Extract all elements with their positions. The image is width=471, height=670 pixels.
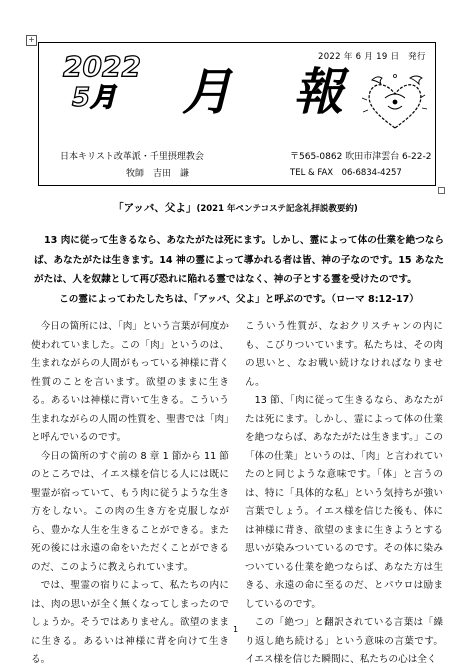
body-paragraph: 今日の箇所のすぐ前の 8 章 1 節から 11 節のところでは、イエス様を信じる人には既に聖霊が宿っていて、もう肉に従うような生き方をしない。この肉の生き方を克服しながら、豊かな人生を生きることができる。また死の後には永遠の命をいただくことができるのだ、このように教えられています。	[31, 450, 229, 573]
table-move-handle[interactable]: +	[26, 35, 37, 46]
month-display: 5月	[72, 83, 117, 113]
year-display: 2022	[63, 50, 141, 83]
body-paragraph: 13 節、「肉に従って生きるなら、あなたがたは死にます。しかし、霊によって体の仕業を絶つならば、あなたがたは生きます。」この「体の仕業」というのは、「肉」と言われていたのと同じような意味です。「体」と言うのは、特に「具体的な私」という気持ちが強い言葉でしょう。イエス様を信じた後も、体には神様に背き、欲望のままに生きようとする思いが染みついているのです。その体に染みついている仕業を絶つならば、あなた方は生きる、永遠の命に至るのだ、とパウロは励ましているのです。	[245, 395, 443, 610]
sermon-title-line	[0, 200, 471, 215]
church-name: 日本キリスト改革派・千里摂理教会	[60, 152, 204, 162]
scripture-passage	[34, 231, 444, 309]
scripture-verses: 13 肉に従って生きるなら、あなたがたは死にます。しかし、霊によって体の仕業を絶つならば、あなたがたは生きます。14 神の霊によって導かれる者は皆、神の子なのです。15 あなたがたは、人を奴隷として再び恐れに陥れる霊ではなく、神の子とする霊を受けたのです。	[34, 235, 444, 285]
table-resize-handle[interactable]	[438, 187, 445, 194]
page-number: 1	[232, 625, 239, 634]
church-address: 〒565-0862 吹田市津雲台 6-22-2	[290, 152, 432, 162]
contact-info: TEL & FAX 06-6834-4257	[290, 168, 402, 178]
sermon-title: 「アッバ、父よ」	[113, 202, 197, 214]
dove-heart-emblem-icon	[358, 68, 432, 134]
body-column-right	[245, 318, 443, 670]
body-paragraph: 今日の箇所には、「肉」という言葉が何度か使われていました。この「肉」というのは、生まれながらの人間がもっている神様に背く性質のことを言います。欲望のままに生きる。あるいは神様に背いて生きる。こういう生まれながらの人間の性質を、聖書では「肉」と呼んでいるのです。	[31, 321, 229, 443]
body-paragraph-continued: こういう性質が、なおクリスチャンの内にも、こびりついています。私たちは、その肉の思いと、なお戦い続けなければなりません。	[245, 321, 443, 388]
issue-date: 2022 年 6 月 19 日 発行	[318, 52, 426, 62]
body-paragraph: では、聖霊の宿りによって、私たちの内には、肉の思いが全く無くなってしまったのでしょうか。そうではありません。欲望のままに生きる。あるいは神様に背を向けて生きる。	[31, 580, 229, 665]
body-paragraph: この「絶つ」と翻訳されている言葉は「繰り返し絶ち続ける」という意味の言葉です。イエス様を信じた瞬間に、私たちの心は全く	[245, 617, 443, 665]
pastor-name: 牧師 吉田 謙	[126, 169, 190, 179]
sermon-subtitle: (2021 年ペンテコステ記念礼拝説教要約)	[196, 204, 358, 214]
newsletter-title: 月 報	[182, 62, 366, 121]
body-column-left	[31, 318, 229, 670]
scripture-closing-verse: この霊によってわたしたちは、「アッバ、父よ」と呼ぶのです。（ローマ 8:12-17）	[59, 293, 419, 305]
